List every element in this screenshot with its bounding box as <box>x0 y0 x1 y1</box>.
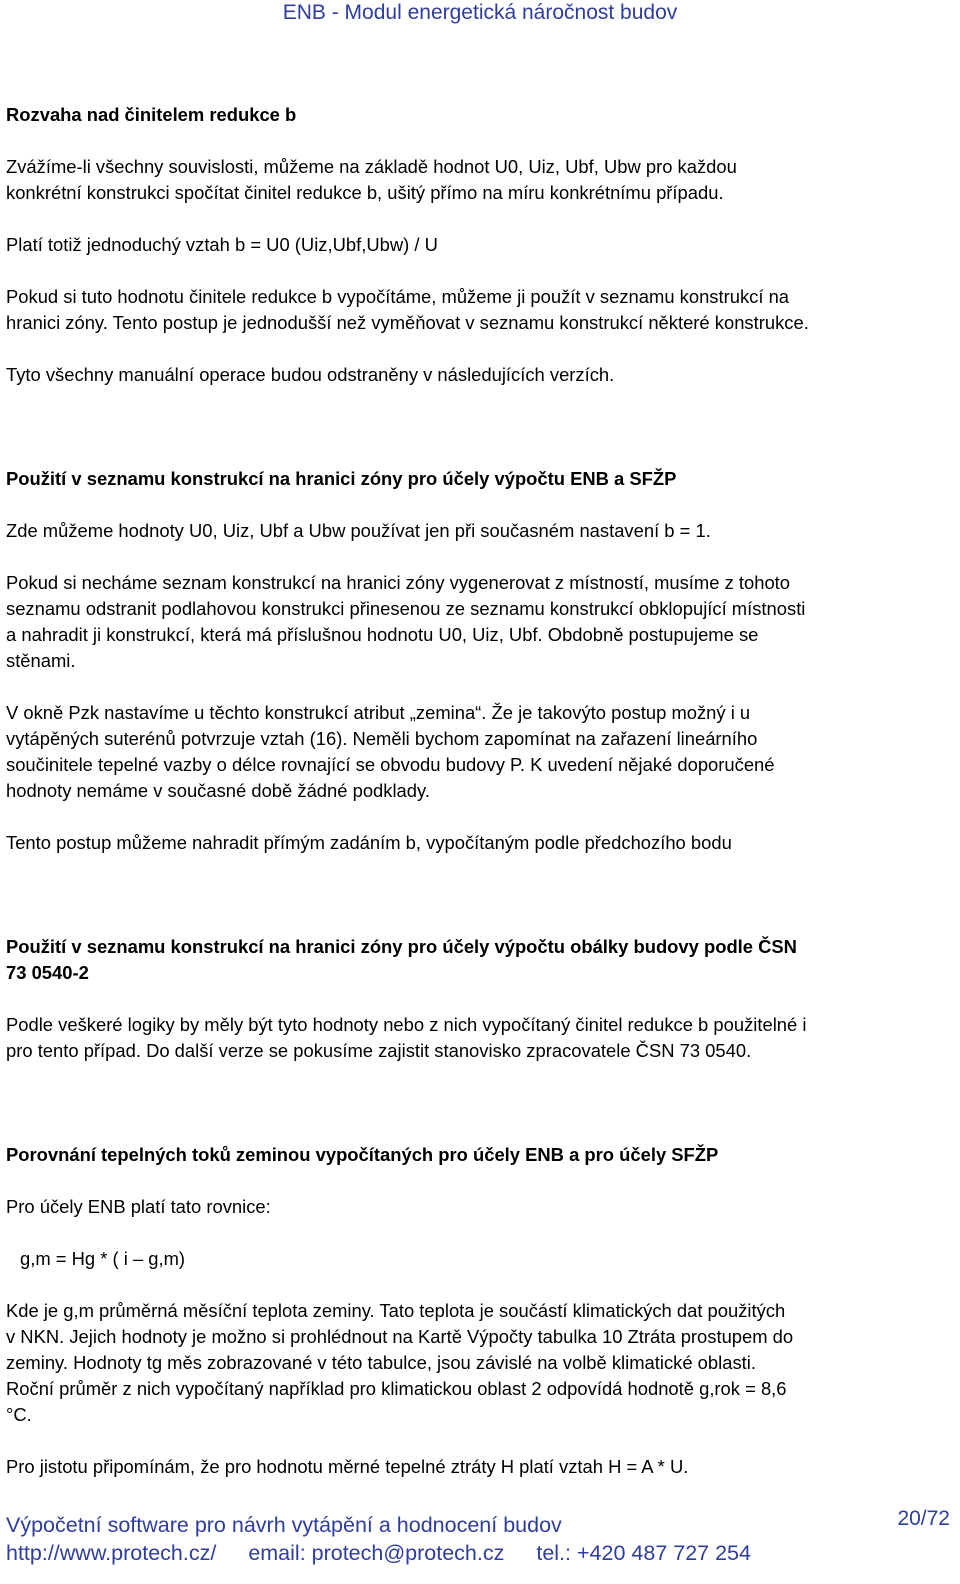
paragraph-line: stěnami. <box>6 650 76 671</box>
section-heading-enb-sfzp: Použití v seznamu konstrukcí na hranici zóny pro účely výpočtu ENB a SFŽP <box>6 468 677 489</box>
paragraph-line: součinitele tepelné vazby o délce rovnající se obvodu budovy P. K uvedení nějaké doporučené <box>6 754 775 775</box>
paragraph-line: Pokud si tuto hodnotu činitele redukce b vypočítáme, můžeme ji použít v seznamu konstrukcí na <box>6 286 790 307</box>
footer-web-link[interactable]: http://www.protech.cz/ <box>6 1541 217 1565</box>
section-heading-reduction-factor: Rozvaha nad činitelem redukce b <box>6 104 297 125</box>
footer-email-link[interactable]: email: protech@protech.cz <box>248 1541 505 1565</box>
paragraph-line: v NKN. Jejich hodnoty je možno si prohlédnout na Kartě Výpočty tabulka 10 Ztráta prostupem do <box>6 1326 794 1347</box>
paragraph-line: Pro jistotu připomínám, že pro hodnotu měrné tepelné ztráty H platí vztah H = A * U. <box>6 1456 689 1477</box>
page-number: 20/72 <box>897 1507 950 1530</box>
footer-software-label: Výpočetní software pro návrh vytápění a hodnocení budov <box>6 1513 562 1537</box>
paragraph-line: °C. <box>6 1404 32 1425</box>
paragraph-line: pro tento případ. Do další verze se pokusíme zajistit stanovisko zpracovatele ČSN 73 0540. <box>6 1040 752 1061</box>
equation: g,m = Hg * ( i – g,m) <box>20 1248 186 1269</box>
paragraph-line: seznamu odstranit podlahovou konstrukci přinesenou ze seznamu konstrukcí obklopující místnosti <box>6 598 806 619</box>
page-footer <box>6 1507 950 1567</box>
paragraph-line: hranici zóny. Tento postup je jednodušší než vyměňovat v seznamu konstrukcí některé konstrukce. <box>6 312 809 333</box>
footer-phone: tel.: +420 487 727 254 <box>536 1541 751 1565</box>
paragraph-formula: Platí totiž jednoduchý vztah b = U0 (Uiz,Ubf,Ubw) / U <box>6 234 438 255</box>
section-heading-csn-cont: 73 0540-2 <box>6 962 89 983</box>
paragraph-line: Pokud si necháme seznam konstrukcí na hranici zóny vygenerovat z místností, musíme z tohoto <box>6 572 791 593</box>
paragraph-line: Zvážíme-li všechny souvislosti, můžeme na základě hodnot U0, Uiz, Ubf, Ubw pro každou <box>6 156 737 177</box>
paragraph-line: Pro účely ENB platí tato rovnice: <box>6 1196 271 1217</box>
paragraph-line: Roční průměr z nich vypočítaný například pro klimatickou oblast 2 odpovídá hodnotě g,rok = 8,6 <box>6 1378 787 1399</box>
paragraph-line: konkrétní konstrukci spočítat činitel redukce b, ušitý přímo na míru konkrétnímu případu. <box>6 182 724 203</box>
paragraph-line: hodnoty nemáme v současné době žádné podklady. <box>6 780 430 801</box>
paragraph-line: Podle veškeré logiky by měly být tyto hodnoty nebo z nich vypočítaný činitel redukce b použitelné i <box>6 1014 807 1035</box>
footer-row-contacts <box>6 1539 950 1567</box>
paragraph-line: Tyto všechny manuální operace budou odstraněny v následujících verzích. <box>6 364 615 385</box>
page-header <box>0 0 960 26</box>
header-title: ENB - Modul energetická náročnost budov <box>282 1 678 24</box>
paragraph-line: Kde je g,m průměrná měsíční teplota zeminy. Tato teplota je součástí klimatických dat použitých <box>6 1300 786 1321</box>
section-heading-heat-flow: Porovnání tepelných toků zeminou vypočítaných pro účely ENB a pro účely SFŽP <box>6 1144 719 1165</box>
footer-row-top <box>6 1507 950 1539</box>
section-heading-csn: Použití v seznamu konstrukcí na hranici zóny pro účely výpočtu obálky budovy podle ČSN <box>6 936 797 957</box>
paragraph-line: V okně Pzk nastavíme u těchto konstrukcí atribut „zemina“. Že je takovýto postup možný i u <box>6 702 751 723</box>
paragraph-line: a nahradit ji konstrukcí, která má příslušnou hodnotu U0, Uiz, Ubf. Obdobně postupujeme se <box>6 624 759 645</box>
paragraph-line: Zde můžeme hodnoty U0, Uiz, Ubf a Ubw používat jen při současném nastavení b = 1. <box>6 520 711 541</box>
paragraph-line: zeminy. Hodnoty tg měs zobrazované v této tabulce, jsou závislé na volbě klimatické oblasti. <box>6 1352 756 1373</box>
paragraph-line: Tento postup můžeme nahradit přímým zadáním b, vypočítaným podle předchozího bodu <box>6 832 732 853</box>
paragraph-line: vytápěných suterénů potvrzuje vztah (16). Neměli bychom zapomínat na zařazení lineárního <box>6 728 758 749</box>
document-body <box>6 102 956 1480</box>
